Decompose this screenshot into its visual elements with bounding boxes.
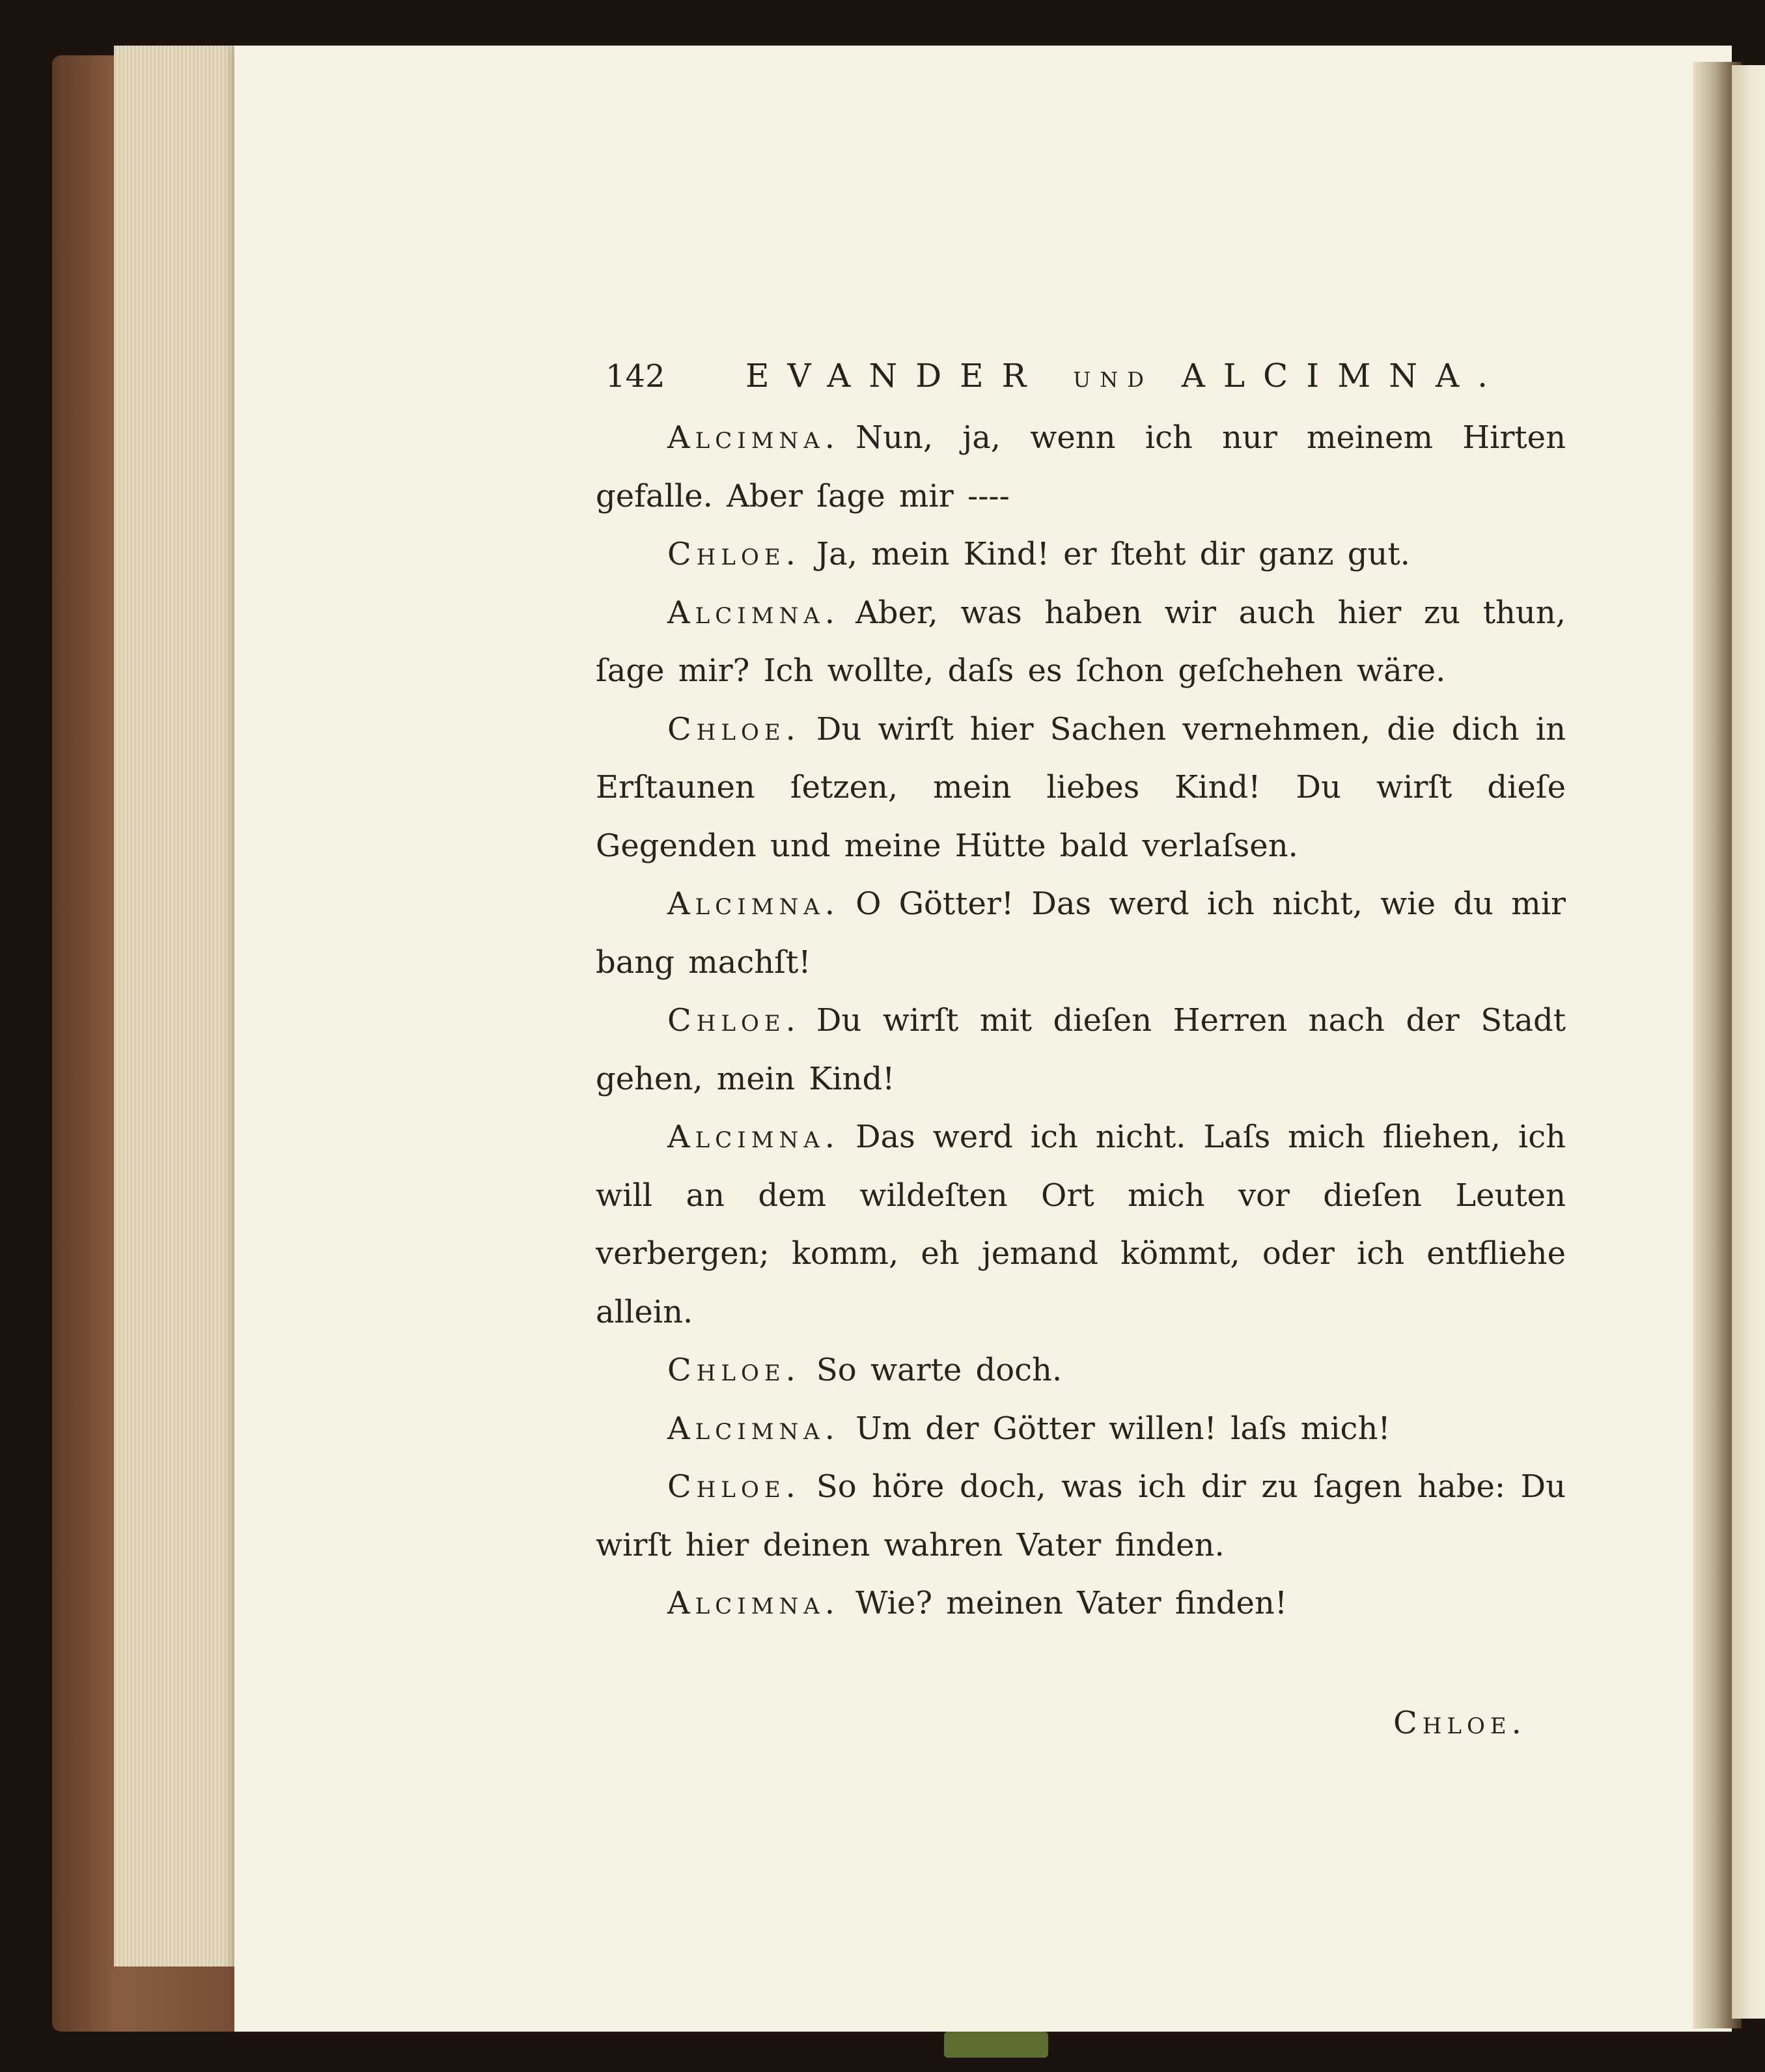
title-right: ALCIMNA. — [1181, 357, 1507, 395]
speaker-name: Alcimna. — [667, 594, 841, 631]
speaker-name: Chloe. — [667, 1002, 801, 1039]
speech-text: Wie? meinen Vater finden! — [855, 1585, 1288, 1621]
dialogue-paragraph — [596, 584, 1566, 701]
dialogue-paragraph — [596, 409, 1566, 525]
dialogue-paragraph — [596, 875, 1566, 992]
running-header — [605, 357, 1507, 402]
speech-text: Aber, was haben wir auch hier zu thun, ſage mir? Ich wollte, daſs es ſchon geſchehen wäre. — [596, 594, 1566, 689]
speech-text: Das werd ich nicht. Laſs mich fliehen, ich will an dem wildeſten Ort mich vor dieſen Leuten verbergen; komm, eh jemand kömmt, oder ich entfliehe allein. — [596, 1119, 1566, 1330]
dialogue-paragraph — [596, 1341, 1566, 1400]
speech-text: So warte doch. — [816, 1352, 1063, 1388]
speaker-name: Chloe. — [667, 710, 801, 748]
speaker-name: Alcimna. — [667, 886, 841, 922]
speech-text: So höre doch, was ich dir zu ſagen habe: Du wirſt hier deinen wahren Vater finden. — [596, 1468, 1566, 1563]
speaker-name: Alcimna. — [667, 1585, 841, 1621]
catchword: Chloe. — [1393, 1705, 1527, 1741]
speech-text: Nun, ja, wenn ich nur meinem Hirten gefalle. Aber ſage mir ---- — [596, 419, 1566, 514]
dialogue-text — [596, 409, 1566, 1633]
dialogue-paragraph — [596, 701, 1566, 876]
dialogue-paragraph — [596, 992, 1566, 1108]
speech-text: O Götter! Das werd ich nicht, wie du mir bang machſt! — [596, 886, 1566, 981]
dialogue-paragraph — [596, 1458, 1566, 1575]
speaker-name: Chloe. — [667, 536, 801, 572]
speech-text: Ja, mein Kind! er ſteht dir ganz gut. — [816, 536, 1410, 572]
speech-text: Du wirſt hier Sachen vernehmen, die dich in Erſtaunen ſetzen, mein liebes Kind! Du wirſt dieſe Gegenden und meine Hütte bald verlaſsen. — [596, 710, 1566, 864]
dialogue-paragraph — [596, 1108, 1566, 1341]
dialogue-paragraph — [596, 1400, 1566, 1459]
facing-page-edge — [1732, 65, 1765, 2019]
page-number: 142 — [605, 358, 665, 395]
speaker-name: Chloe. — [667, 1468, 801, 1505]
speaker-name: Alcimna. — [667, 1119, 841, 1155]
speaker-name: Chloe. — [667, 1352, 801, 1388]
bookmark-ribbon-bottom — [944, 2032, 1048, 2058]
speech-text: Um der Götter willen! laſs mich! — [855, 1410, 1391, 1447]
speech-text: Du wirſt mit dieſen Herren nach der Stadt gehen, mein Kind! — [596, 1002, 1566, 1097]
speaker-name: Alcimna. — [667, 419, 841, 456]
running-title — [745, 357, 1506, 395]
speaker-name: Alcimna. — [667, 1410, 841, 1447]
title-conjunction: UND — [1073, 367, 1153, 392]
dialogue-paragraph — [596, 525, 1566, 584]
title-left: EVANDER — [745, 357, 1045, 395]
dialogue-paragraph — [596, 1575, 1566, 1633]
